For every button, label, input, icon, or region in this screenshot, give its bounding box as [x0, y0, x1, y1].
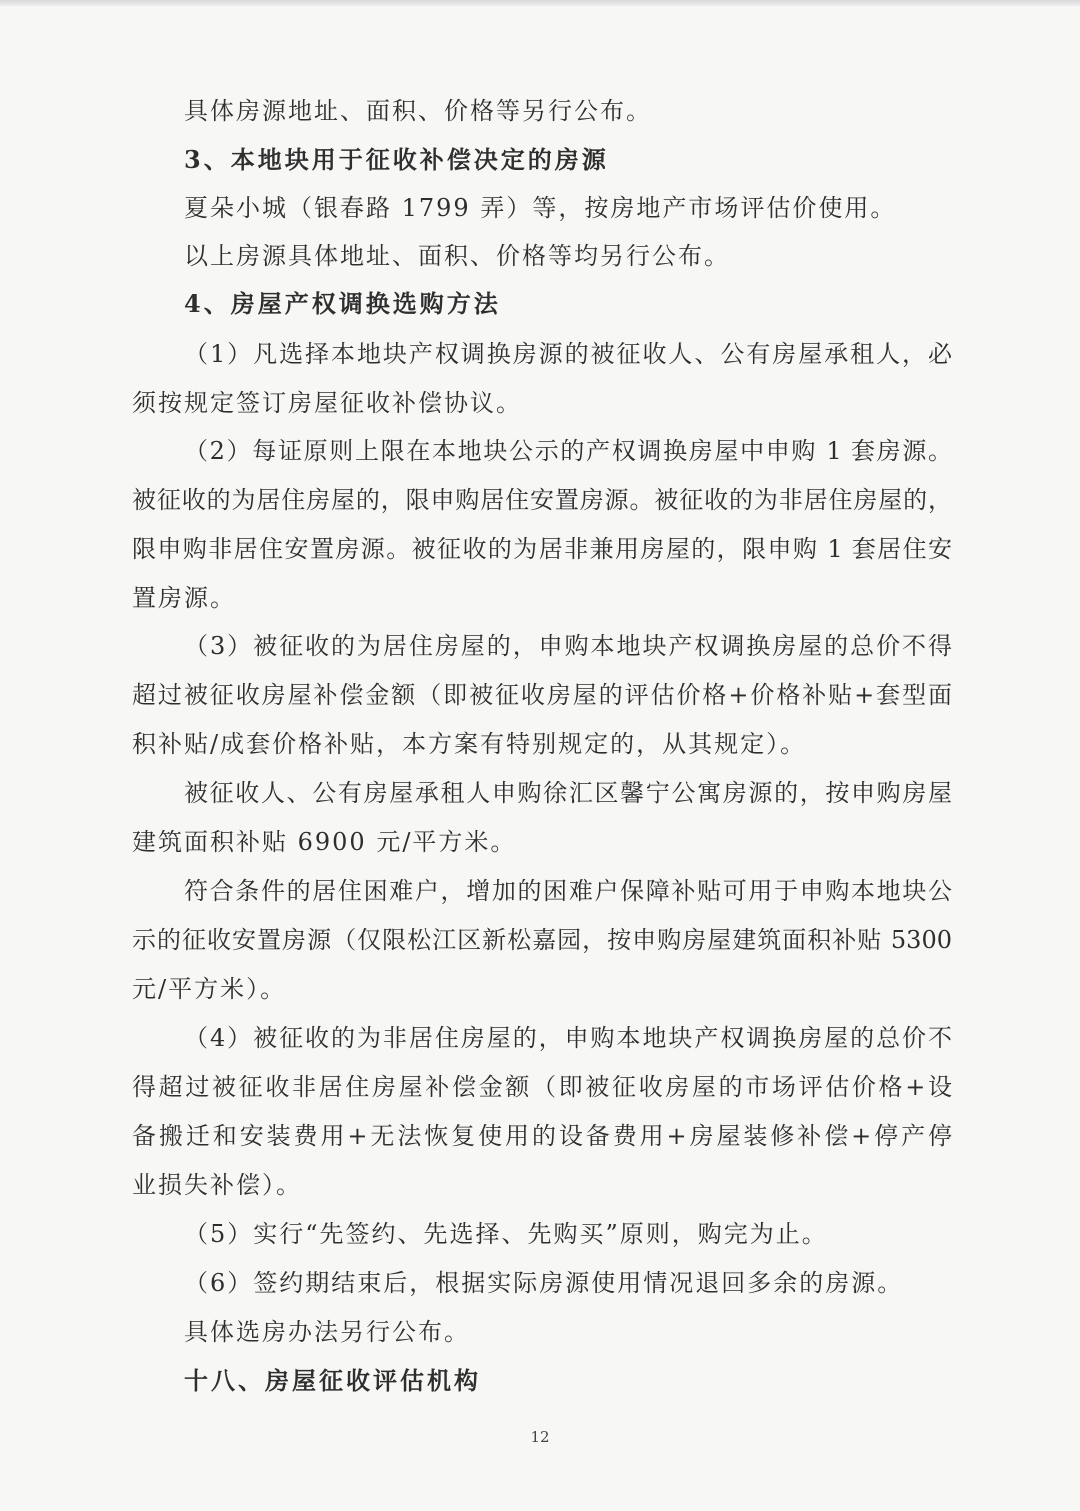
- paragraph-line: 超过被征收房屋补偿金额（即被征收房屋的评估价格+价格补贴+套型面: [132, 681, 952, 709]
- paragraph-line: （6）签约期结束后，根据实际房源使用情况退回多余的房源。: [184, 1269, 904, 1297]
- paragraph-line: 具体房源地址、面积、价格等另行公布。: [184, 97, 652, 125]
- paragraph-line: 业损失补偿）。: [132, 1171, 302, 1199]
- paragraph-line: 符合条件的居住困难户，增加的困难户保障补贴可用于申购本地块公: [184, 877, 952, 905]
- paragraph-line: 得超过被征收非居住房屋补偿金额（即被征收房屋的市场评估价格+设: [132, 1073, 952, 1101]
- paragraph-line: 元/平方米）。: [132, 975, 287, 1003]
- paragraph-line: 示的征收安置房源（仅限松江区新松嘉园，按申购房屋建筑面积补贴 5300: [132, 926, 952, 954]
- paragraph-line: （1）凡选择本地块产权调换房源的被征收人、公有房屋承租人，必: [184, 340, 952, 368]
- section-heading: 十八、房屋征收评估机构: [184, 1366, 481, 1395]
- page-number: 12: [530, 1428, 550, 1446]
- paragraph-line: （3）被征收的为居住房屋的，申购本地块产权调换房屋的总价不得: [184, 632, 952, 660]
- paragraph-line: （4）被征收的为非居住房屋的，申购本地块产权调换房屋的总价不: [184, 1024, 952, 1052]
- paragraph-line: 以上房源具体地址、面积、价格等均另行公布。: [184, 242, 730, 270]
- paragraph-line: 限申购非居住安置房源。被征收的为居非兼用房屋的，限申购 1 套居住安: [132, 535, 952, 563]
- paragraph-line: 置房源。: [132, 584, 236, 612]
- section-heading: 4、房屋产权调换选购方法: [184, 289, 501, 318]
- paragraph-line: 被征收人、公有房屋承租人申购徐汇区馨宁公寓房源的，按申购房屋: [184, 779, 952, 807]
- paragraph-line: （2）每证原则上限在本地块公示的产权调换房屋中申购 1 套房源。: [184, 437, 952, 465]
- paragraph-line: 夏朵小城（银春路 1799 弄）等，按房地产市场评估价使用。: [184, 194, 897, 222]
- paragraph-line: 须按规定签订房屋征收补偿协议。: [132, 389, 522, 417]
- paragraph-line: 建筑面积补贴 6900 元/平方米。: [132, 828, 517, 856]
- paragraph-line: 具体选房办法另行公布。: [184, 1318, 470, 1346]
- paragraph-line: 被征收的为居住房屋的，限申购居住安置房源。被征收的为非居住房屋的，: [132, 486, 952, 514]
- paragraph-line: 备搬迁和安装费用+无法恢复使用的设备费用+房屋装修补偿+停产停: [132, 1122, 952, 1150]
- paragraph-line: （5）实行“先签约、先选择、先购买”原则，购完为止。: [184, 1220, 828, 1248]
- section-heading: 3、本地块用于征收补偿决定的房源: [184, 145, 609, 174]
- paragraph-line: 积补贴/成套价格补贴，本方案有特别规定的，从其规定）。: [132, 730, 807, 758]
